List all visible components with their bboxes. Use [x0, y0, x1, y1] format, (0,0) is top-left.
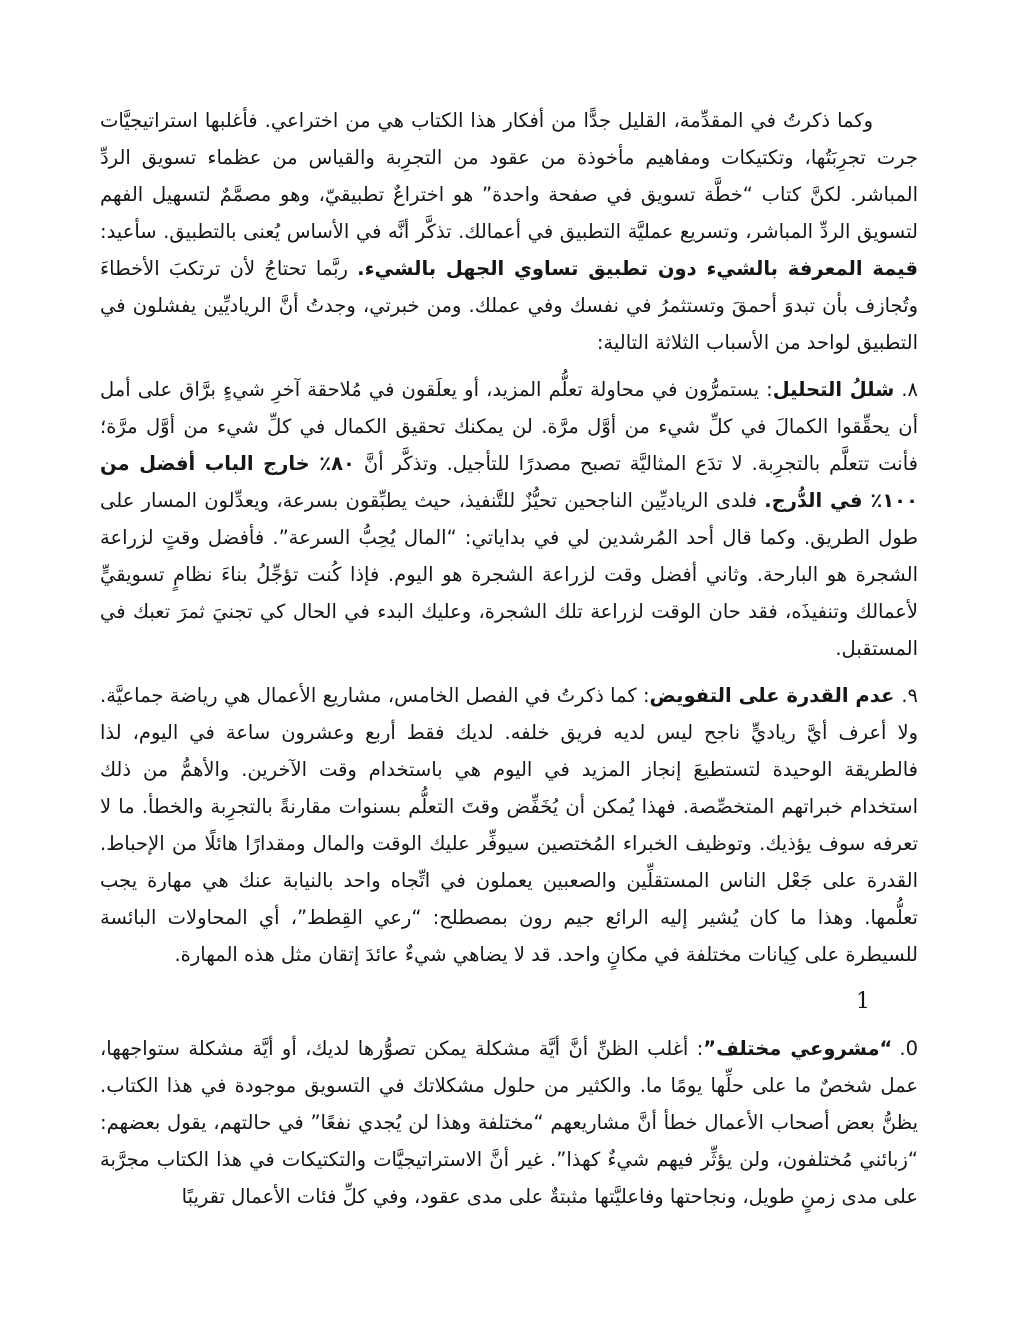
orphan-digit-line	[100, 983, 918, 1020]
list-item-analysis-paralysis	[100, 371, 918, 667]
list-item-number-0: 0.	[899, 1037, 918, 1060]
orphan-digit: 1	[856, 989, 870, 1014]
list-item-number-8: ٨.	[901, 378, 918, 401]
intro-paragraph: وكما ذكرتُ في المقدِّمة، القليل جدًّا من أفكار هذا الكتاب هي من اختراعي. فأغلبها استراتيجيَّات جرت تجرِبَتُها، وتكتيكات ومفاهيم مأخوذة من عقود من التجرِبة والقياس من عظماء تسويق الردِّ المباشر. لكنَّ كتاب “خطَّة تسويق في صفحة واحدة” هو اختراعٌ تطبيقيّ، وهو مصمَّمٌ لتسهيل الفهم لتسويق الردِّ المباشر، وتسريع عمليَّة التطبيق في أعمالك. تذكَّر أنَّه في الأساس يُعنى بالتطبيق. سأعيد: قيمة المعرفة بالشيء دون تطبيق تساوي الجهل بالشيء. ربَّما تحتاجُ لأن ترتكبَ الأخطاءَ وتُجازف بأن تبدوَ أحمقَ وتستثمرُ في نفسك وفي عملك. ومن خبرتي، وجدتُ أنَّ الرياديِّين يفشلون في التطبيق لواحد من الأسباب الثلاثة التالية:	[100, 109, 918, 354]
list-item-text: عدم القدرة على التفويض: كما ذكرتُ في الفصل الخامس، مشاريع الأعمال هي رياضة جماعيَّة. ولا أعرف أيَّ رياديٍّ ناجح ليس لديه فريق خلفه. لديك فقط أربع وعشرون ساعة في اليوم، لذا فالطريقة الوحيدة لتستطيعَ إنجاز المزيد في اليوم هي باستخدام وقت الآخرين. والأهمُّ من ذلك استخدام خبراتهم المتخصِّصة. فهذا يُمكن أن يُخَفِّض وقتَ التعلُّم بسنوات مقارنةً بالتجرِبة والخطأ. ما لا تعرفه سوف يؤذيك. وتوظيف الخبراء المُختصين سيوفِّر عليك الوقت والمال ومقدارًا هائلًا من الإحباط. القدرة على جَعْل الناس المستقلِّين والصعبين يعملون في اتِّجاه واحد بالنيابة عنك هي مهارة يجب تعلُّمها. وهذا ما كان يُشير إليه الرائع جيم رون بمصطلح: “رعي القِطط”، أي المحاولات البائسة للسيطرة على كِيانات مختلفة في مكانٍ واحد. قد لا يضاهي شيءٌ عائدَ إتقان مثل هذه المهارة.	[100, 684, 918, 966]
list-item-number-9: ٩.	[901, 684, 918, 707]
list-item-my-business-is-different	[100, 1030, 918, 1215]
list-item-text: شللُ التحليل: يستمرُّون في محاولة تعلُّم المزيد، أو يعلَقون في مُلاحقة آخرِ شيءٍ برَّاق على أمل أن يحقِّقوا الكمالَ في كلِّ شيء من أوَّل مرَّة. لن يمكنك تحقيق الكمال في كلِّ شيء من أوَّل مرَّة؛ فأنت تتعلَّم بالتجرِبة. لا تدَع المثاليَّة تصبح مصدرًا للتأجيل. وتذكَّر أنَّ ٨٠٪ خارج الباب أفضل من ١٠٠٪ في الدُّرج. فلدى الرياديِّين الناجحين تحيُّزٌ للتَّنفيذ، حيث يطبِّقون بسرعة، ويعدِّلون المسار على طول الطريق. وكما قال أحد المُرشدين لي في بداياتي: “المال يُحِبُّ السرعة”. فأفضل وقتٍ لزراعة الشجرة هو البارحة. وثاني أفضل وقت لزراعة الشجرة هو اليوم. فإذا كُنت تؤجِّلُ بناءَ نظامٍ تسويقيٍّ لأعمالك وتنفيذَه، فقد حان الوقت لزراعة تلك الشجرة، وعليك البدء في الحال كي تجنيَ ثمرَ تعبك في المستقبل.	[100, 378, 918, 660]
list-item-inability-to-delegate	[100, 677, 918, 973]
list-item-text: “مشروعي مختلف”: أغلب الظنِّ أنَّ أيَّة مشكلة يمكن تصوُّرها لديك، أو أيَّة مشكلة ستواجهها، عمل شخصٌ ما على حلِّها يومًا ما. والكثير من حلول مشكلاتك في التسويق موجودة في هذا الكتاب. يظنُّ بعض أصحاب الأعمال خطأ أنَّ مشاريعهم “مختلفة وهذا لن يُجدي نفعًا” في حالتهم، يقول بعضهم: “زبائني مُختلفون، ولن يؤثِّر فيهم شيءٌ كهذا”. غير أنَّ الاستراتيجيَّات والتكتيكات في هذا الكتاب مجرَّبة على مدى زمنٍ طويل، ونجاحتها وفاعليَّتها مثبتةٌ على مدى عقود، وفي كلِّ فئات الأعمال تقريبًا	[100, 1037, 918, 1208]
